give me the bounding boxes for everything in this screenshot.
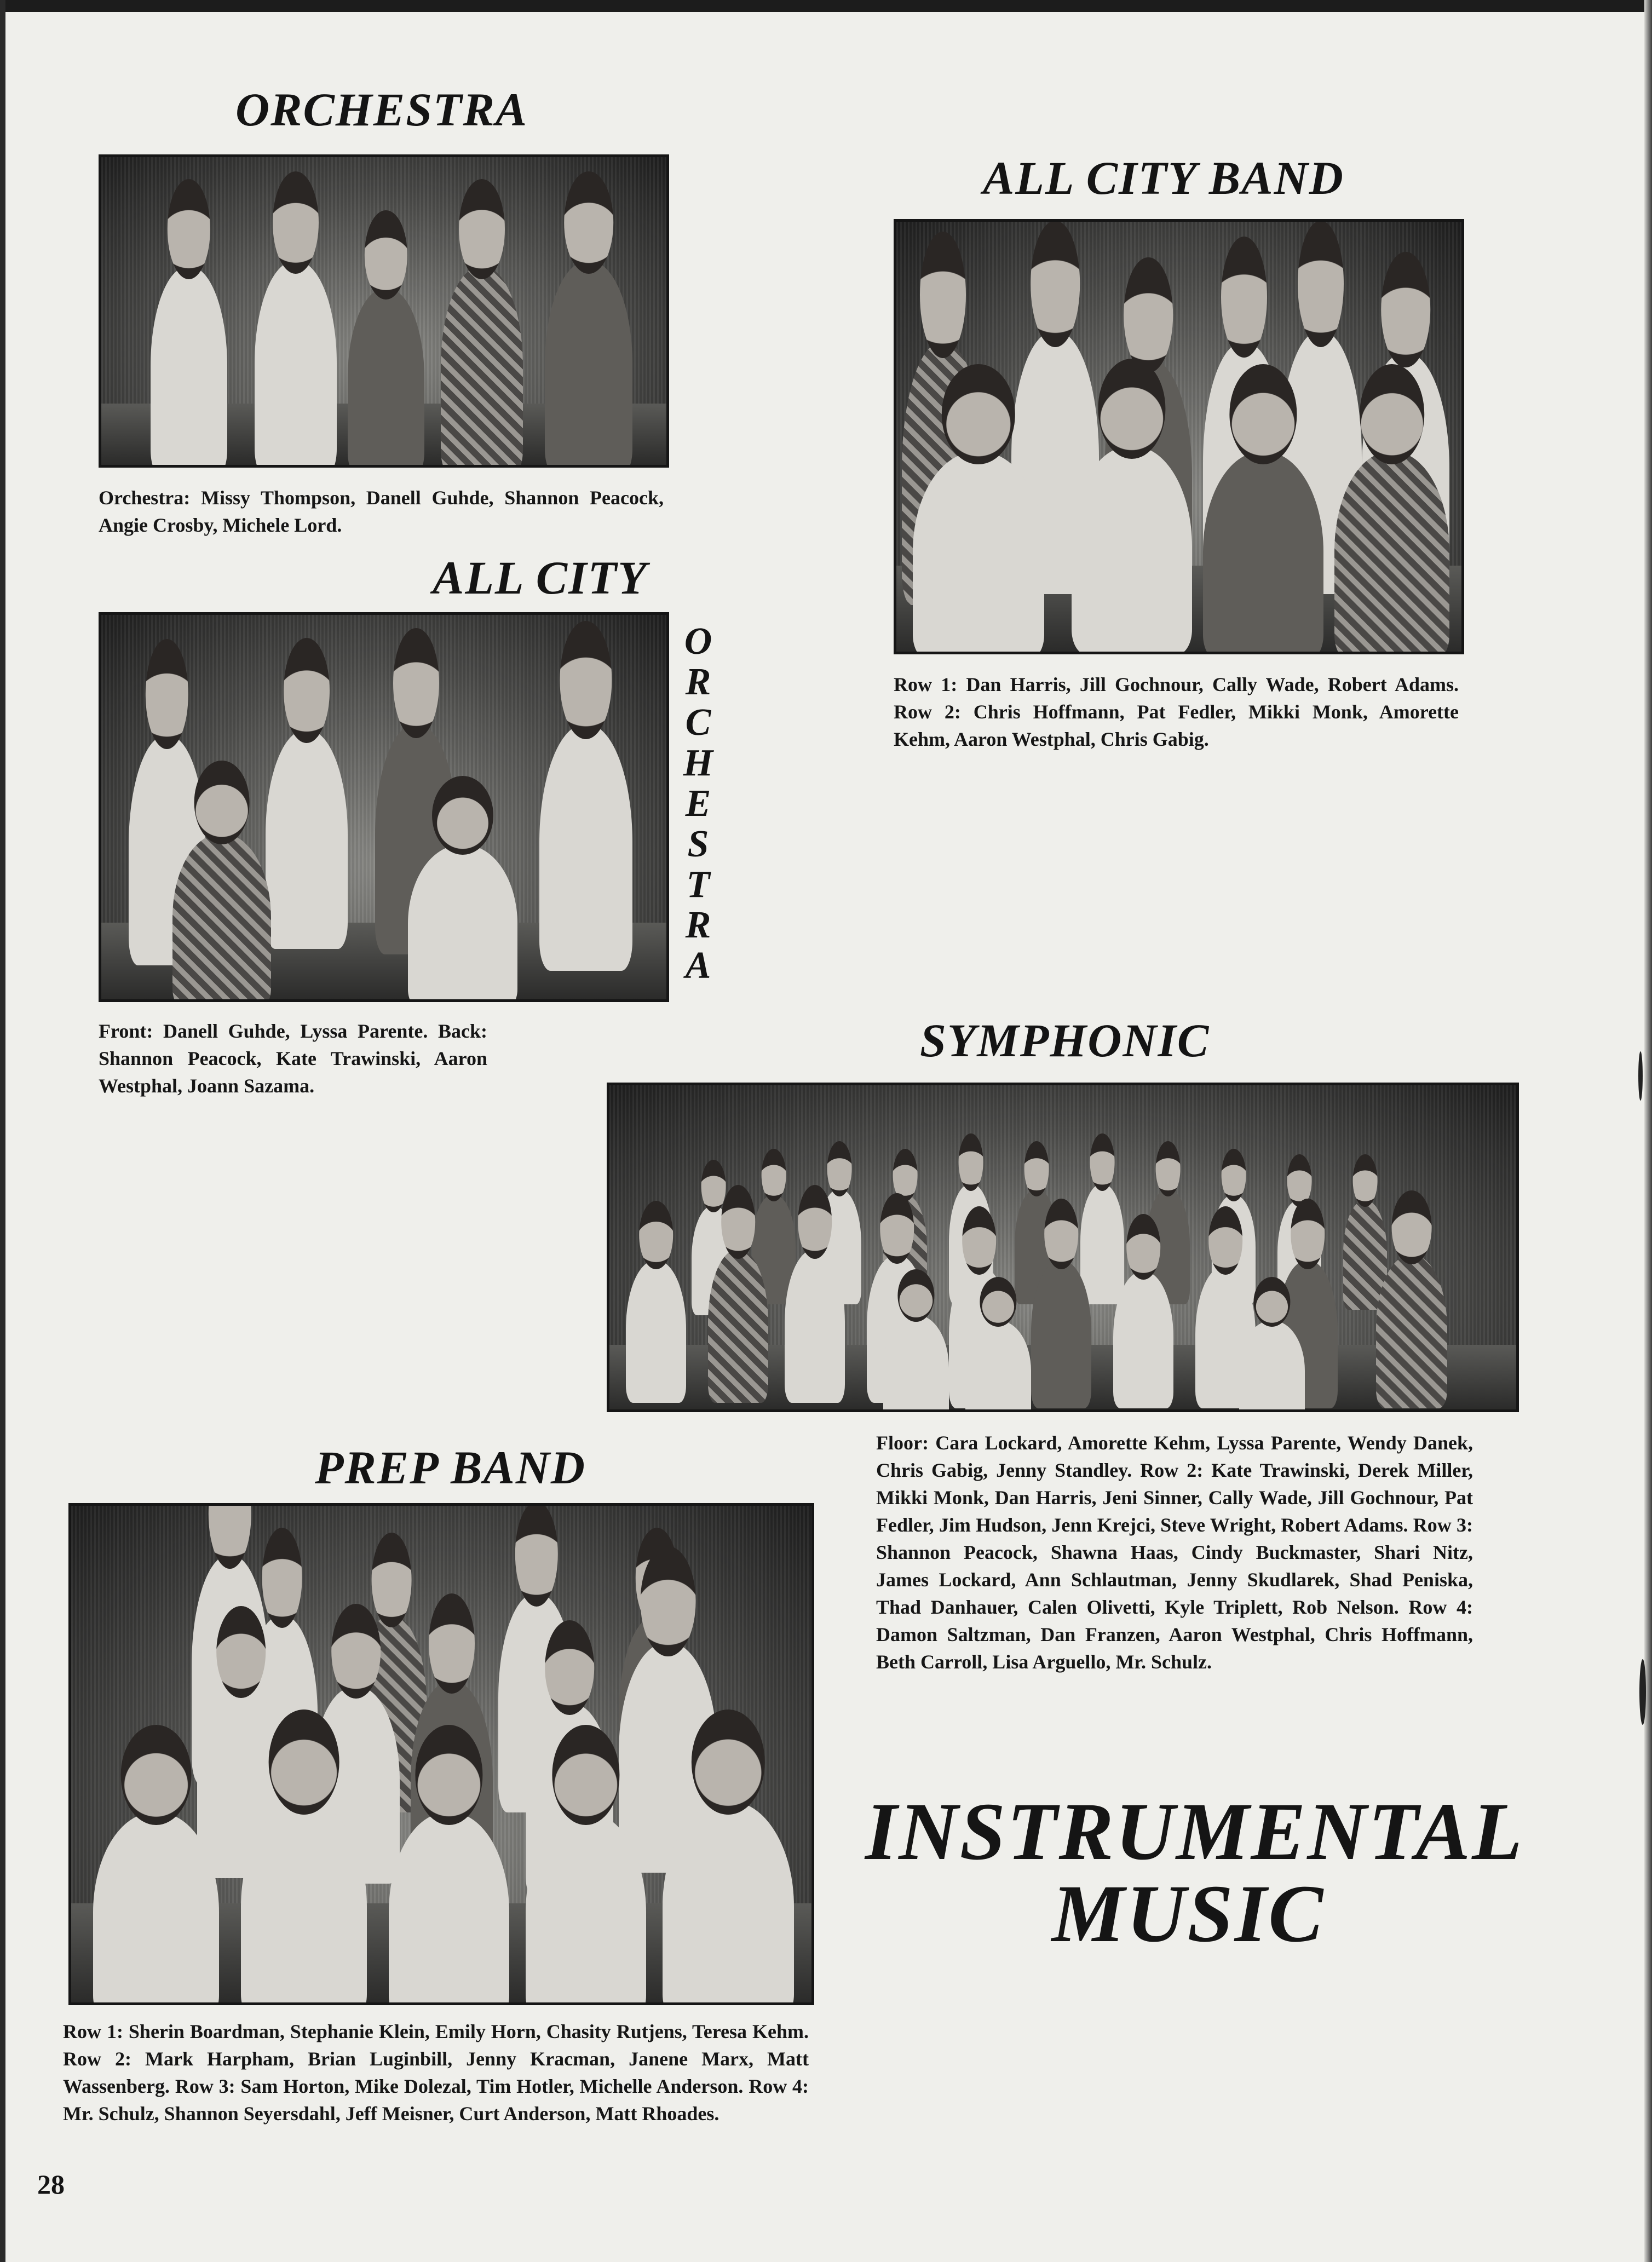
main-title xyxy=(865,1786,1524,1959)
main-title-line2: MUSIC xyxy=(1051,1868,1325,1959)
page-edge-top xyxy=(0,0,1652,12)
page-edge-right xyxy=(1644,0,1652,2262)
symphonic-photo xyxy=(607,1083,1519,1412)
page-number: 28 xyxy=(37,2169,65,2200)
all-city-orchestra-caption: Front: Danell Guhde, Lyssa Parente. Back: Shannon Peacock, Kate Trawinski, Aaron Westphal, Joann Sazama. xyxy=(99,1020,487,1097)
orchestra-title: ORCHESTRA xyxy=(235,83,528,136)
prep-band-title: PREP BAND xyxy=(315,1441,586,1494)
symphonic-caption: Floor: Cara Lockard, Amorette Kehm, Lyssa Parente, Wendy Danek, Chris Gabig, Jenny Standley. Row 2: Kate Trawinski, Derek Miller, Mikki Monk, Dan Harris, Jeni Sinner, Cally Wade, Jill Gochnour, Pat Fedler, Jim Hudson, Jenn Krejci, Steve Wright, Robert Adams. Row 3: Shannon Peacock, Shawna Haas, Cindy Buckmaster, Shari Nitz, James Lockard, Ann Schlautman, Jenny Skudlarek, Shad Peniska, Thad Danhauer, Calen Olivetti, Kyle Triplett, Rob Nelson. Row 4: Damon Saltzman, Dan Franzen, Aaron Westphal, Chris Hoffmann, Beth Carroll, Lisa Arguello, Mr. Schulz. xyxy=(876,1432,1473,1673)
prep-band-photo xyxy=(68,1503,814,2005)
all-city-orchestra-title: ALL CITY xyxy=(433,551,648,604)
all-city-orchestra-vertical-title: O R C H E S T R A xyxy=(683,620,713,987)
orchestra-caption: Orchestra: Missy Thompson, Danell Guhde, Shannon Peacock, Angie Crosby, Michele Lord. xyxy=(99,487,664,536)
edge-mark xyxy=(1639,1659,1646,1725)
all-city-band-photo xyxy=(894,219,1464,654)
all-city-band-caption: Row 1: Dan Harris, Jill Gochnour, Cally Wade, Robert Adams. Row 2: Chris Hoffmann, Pat Fedler, Mikki Monk, Amorette Kehm, Aaron Westphal, Chris Gabig. xyxy=(894,674,1459,750)
edge-mark xyxy=(1638,1051,1643,1101)
symphonic-title: SYMPHONIC xyxy=(920,1014,1210,1067)
page-edge-left xyxy=(0,0,5,2262)
main-title-line1: INSTRUMENTAL xyxy=(865,1786,1524,1877)
orchestra-photo xyxy=(99,154,669,468)
all-city-band-title: ALL CITY BAND xyxy=(983,152,1344,204)
prep-band-caption: Row 1: Sherin Boardman, Stephanie Klein, Emily Horn, Chasity Rutjens, Teresa Kehm. Row 2: Mark Harpham, Brian Luginbill, Jenny Kracman, Janene Marx, Matt Wassenberg. Row 3: Sam Horton, Mike Dolezal, Tim Hotler, Michelle Anderson. Row 4: Mr. Schulz, Shannon Seyersdahl, Jeff Meisner, Curt Anderson, Matt Rhoades. xyxy=(63,2021,809,2125)
all-city-orchestra-photo xyxy=(99,612,669,1002)
